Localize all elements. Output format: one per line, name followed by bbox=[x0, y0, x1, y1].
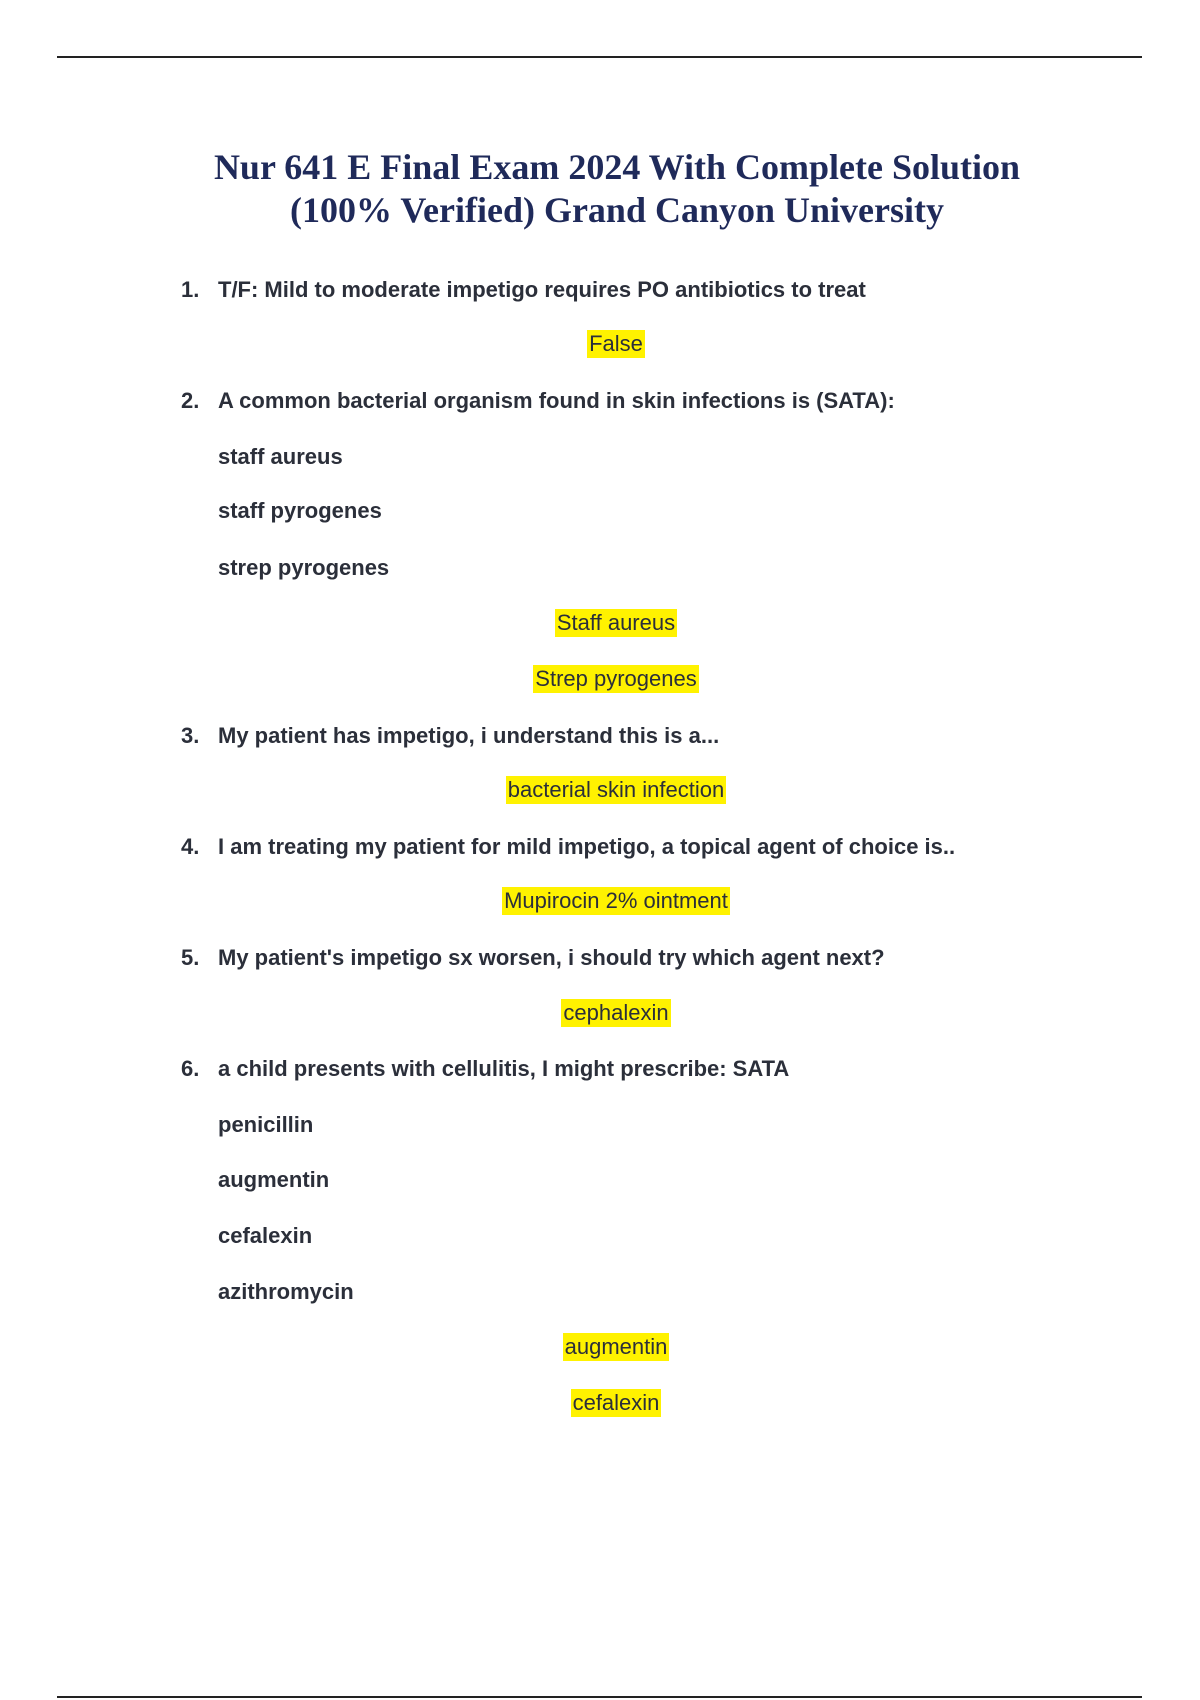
answer-option: augmentin bbox=[218, 1167, 330, 1192]
answer-option: azithromycin bbox=[218, 1279, 354, 1304]
document-title bbox=[57, 146, 1177, 232]
answer-row bbox=[0, 776, 1200, 804]
answer-option: staff aureus bbox=[218, 444, 343, 469]
answer-highlight: Mupirocin 2% ointment bbox=[504, 888, 728, 913]
question-number: 1. bbox=[181, 277, 200, 302]
answer-highlight: augmentin bbox=[564, 1334, 668, 1359]
answer-option: staff pyrogenes bbox=[218, 498, 382, 523]
answer-row bbox=[0, 999, 1200, 1027]
question-text: a child presents with cellulitis, I might prescribe: SATA bbox=[218, 1056, 790, 1081]
answer-row bbox=[0, 1333, 1200, 1361]
question-text: My patient's impetigo sx worsen, i should try which agent next? bbox=[218, 945, 885, 970]
answer-option: strep pyrogenes bbox=[218, 555, 390, 580]
question-text: T/F: Mild to moderate impetigo requires PO antibiotics to treat bbox=[218, 277, 866, 302]
question-number: 5. bbox=[181, 945, 200, 970]
title-line-1: Nur 641 E Final Exam 2024 With Complete Solution bbox=[213, 147, 1021, 187]
question-number: 3. bbox=[181, 723, 200, 748]
question-number: 4. bbox=[181, 834, 200, 859]
answer-highlight: cefalexin bbox=[572, 1390, 660, 1415]
answer-row bbox=[0, 887, 1200, 915]
answer-row bbox=[0, 665, 1200, 693]
answer-option: cefalexin bbox=[218, 1223, 313, 1248]
question-number: 2. bbox=[181, 388, 200, 413]
answer-row bbox=[0, 1389, 1200, 1417]
answer-row bbox=[0, 609, 1200, 637]
footer-rule bbox=[57, 1696, 1142, 1698]
title-line-2: (100% Verified) Grand Canyon University bbox=[289, 190, 944, 230]
answer-row bbox=[0, 330, 1200, 358]
answer-highlight: Strep pyrogenes bbox=[535, 666, 697, 691]
answer-highlight: False bbox=[589, 331, 643, 356]
question-text: A common bacterial organism found in skin infections is (SATA): bbox=[218, 388, 895, 413]
answer-highlight: bacterial skin infection bbox=[507, 777, 725, 802]
question-text: My patient has impetigo, i understand this is a... bbox=[218, 723, 720, 748]
answer-option: penicillin bbox=[218, 1112, 314, 1137]
question-number: 6. bbox=[181, 1056, 200, 1081]
answer-highlight: Staff aureus bbox=[556, 610, 676, 635]
header-rule bbox=[57, 56, 1142, 58]
answer-highlight: cephalexin bbox=[563, 1000, 669, 1025]
question-text: I am treating my patient for mild impetigo, a topical agent of choice is.. bbox=[218, 834, 956, 859]
